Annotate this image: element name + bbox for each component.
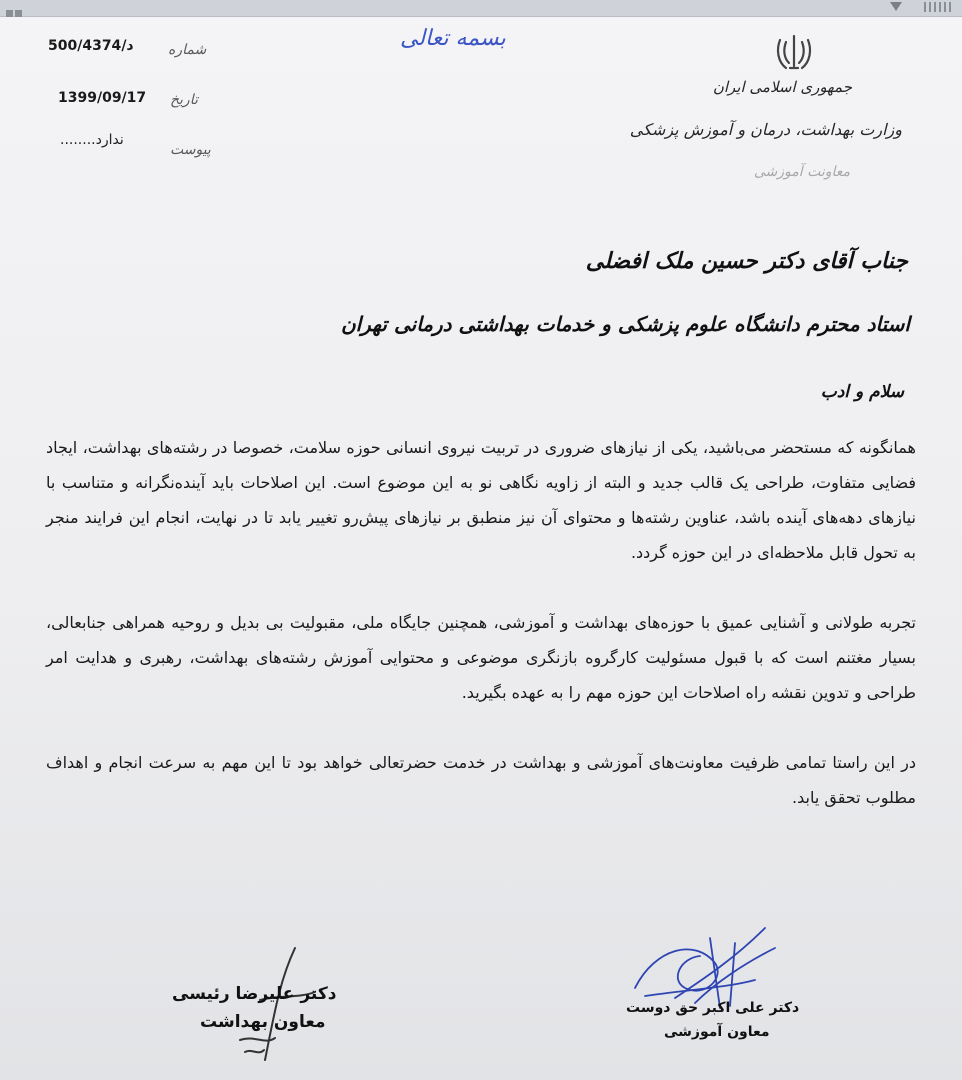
bismillah-heading: بسمه تعالی <box>400 26 506 51</box>
resize-grip-icon[interactable] <box>924 2 954 12</box>
signature-left-scribble <box>220 940 340 1070</box>
ministry-name: وزارت بهداشت، درمان و آموزش پزشکی <box>629 120 902 139</box>
letter-date: 1399/09/17 <box>58 90 147 106</box>
letter-number-label: شماره <box>168 42 207 58</box>
body-paragraph-3: در این راستا تمامی ظرفیت معاونت‌های آموزشی و بهداشت در خدمت حضرتعالی خواهد بود تا این مهم به سرعت انجام و اهداف مطلوب تحقق یابد. <box>46 753 916 807</box>
iran-emblem-icon <box>772 30 816 74</box>
signatory-left-title: معاون بهداشت <box>200 1012 326 1032</box>
attachment-label: پیوست <box>170 142 211 158</box>
body-paragraph-2: تجربه طولانی و آشنایی عمیق با حوزه‌های بهداشت و آموزشی، همچنین جایگاه ملی، مقبولیت بی بدیل و روحیه همراهی جنابعالی، بسیار مغتنم است که با قبول مسئولیت کارگروه بازنگری موضوعی و محتوایی آموزش رشته‌های بهداشت، رهبری و هدایت امر طراحی و تدوین نقشه راه اصلاحات این حوزه مهم را به عهده بگیرید. <box>46 613 916 702</box>
window-handle-icon[interactable] <box>6 2 32 12</box>
viewer-top-bar <box>0 0 962 17</box>
body-paragraph-1: همانگونه که مستحضر می‌باشید، یکی از نیازهای ضروری در تربیت نیروی انسانی حوزه سلامت، خصوصا در رشته‌های بهداشت، ایجاد فضایی متفاوت، طراحی یک قالب جدید و البته از زاویه نگاهی نو به این موضوع است. این اصلاحات باید آینده‌نگرانه و متناسب با نیازهای دهه‌های آینده باشد، عناوین رشته‌ها و محتوای آن نیز منطبق بر نیازهای پیش‌رو تغییر یابد تا در نهایت، انجام این فرایند منجر به تحول قابل ملاحظه‌ای در این حوزه گردد. <box>46 438 916 562</box>
greeting: سلام و ادب <box>820 382 904 402</box>
recipient-position: استاد محترم دانشگاه علوم پزشکی و خدمات بهداشتی درمانی تهران <box>340 312 910 336</box>
dropdown-arrow-icon[interactable] <box>890 2 902 11</box>
letter-number: د/500/4374 <box>48 38 134 54</box>
signatory-right-title: معاون آموزشی <box>664 1024 770 1040</box>
signatory-right-name: دکتر علی اکبر حق دوست <box>626 1000 800 1016</box>
country-name: جمهوری اسلامی ایران <box>712 78 852 96</box>
signatory-left-name: دکتر علیرضا رئیسی <box>172 984 337 1004</box>
deputy-name: معاونت آموزشی <box>753 164 850 180</box>
recipient-name: جناب آقای دکتر حسین ملک افضلی <box>585 248 908 274</box>
attachment-value: ندارد........ <box>60 132 124 148</box>
letter-date-label: تاریخ <box>170 92 198 108</box>
